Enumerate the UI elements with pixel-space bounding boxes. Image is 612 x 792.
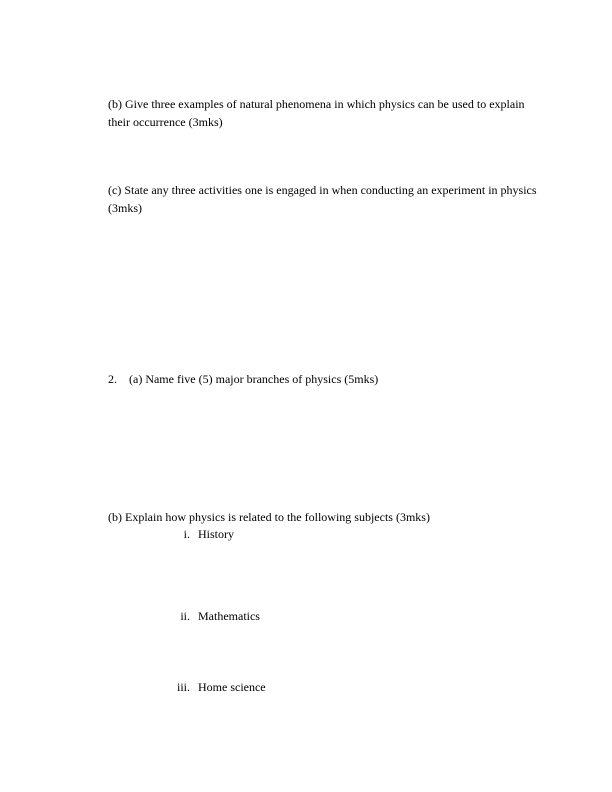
- subject-numeral: iii.: [176, 680, 190, 694]
- question-1b-text: (b) Give three examples of natural phenomena in which physics can be used to explain their occurrence (3mks): [108, 97, 525, 129]
- question-2a-text: (a) Name five (5) major branches of physics (5mks): [129, 372, 379, 386]
- subject-numeral: i.: [183, 527, 190, 541]
- question-1b: [108, 95, 540, 131]
- subject-item-history: [183, 525, 234, 543]
- subject-label: Home science: [198, 680, 266, 694]
- subject-label: History: [198, 527, 234, 541]
- question-2-number: 2.: [108, 372, 117, 386]
- subject-item-mathematics: [180, 607, 260, 625]
- subject-numeral: ii.: [180, 609, 190, 623]
- question-2b: [108, 508, 540, 526]
- question-2b-text: (b) Explain how physics is related to the following subjects (3mks): [108, 510, 430, 524]
- question-1c-text: (c) State any three activities one is engaged in when conducting an experiment in physics (3mks): [108, 183, 537, 215]
- subject-label: Mathematics: [198, 609, 260, 623]
- subject-item-home-science: [176, 678, 266, 696]
- question-2a: [108, 370, 378, 388]
- question-1c: [108, 181, 540, 217]
